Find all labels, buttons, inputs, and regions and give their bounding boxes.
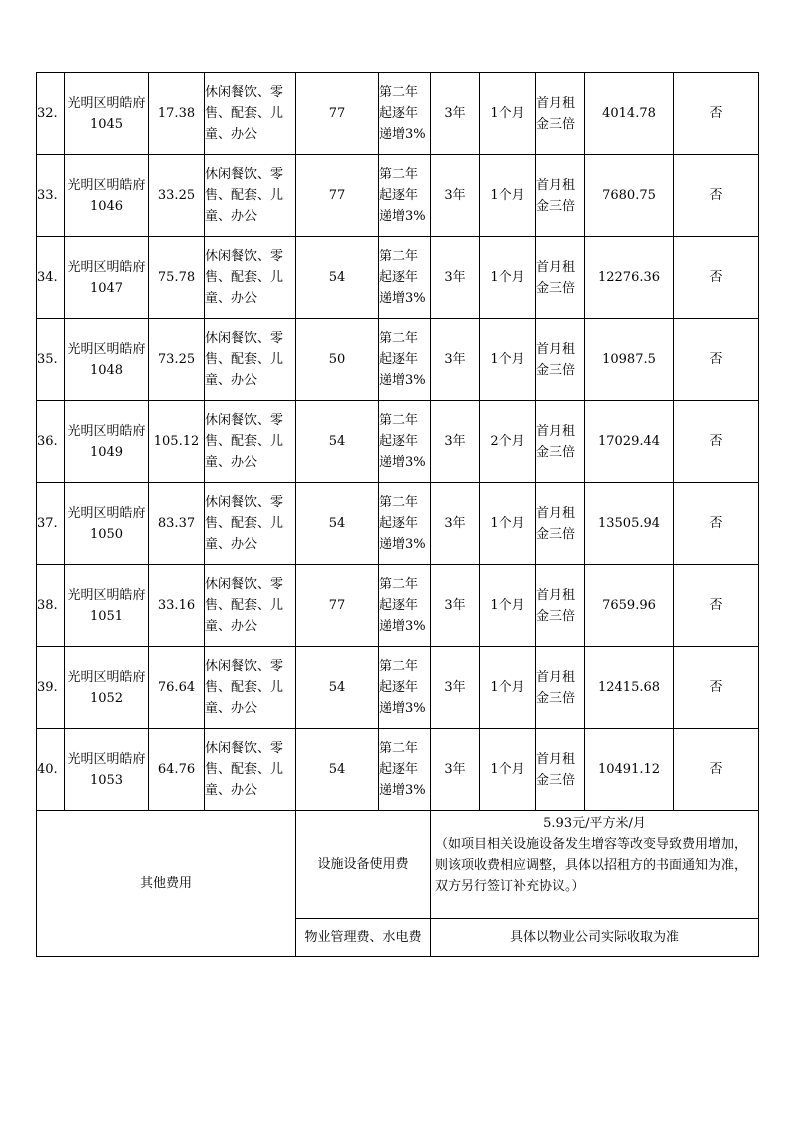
unit-name: 光明区明皓府1052 — [65, 647, 149, 729]
area-value: 64.76 — [149, 729, 205, 811]
lease-term: 3年 — [431, 401, 480, 483]
flag-value: 否 — [674, 155, 759, 237]
other-fees-label: 其他费用 — [37, 811, 296, 957]
deposit-terms: 首月租金三倍 — [536, 565, 585, 647]
lease-term: 3年 — [431, 565, 480, 647]
facility-fee-value: 5.93元/平方米/月 — [543, 816, 646, 831]
unit-name: 光明区明皓府1046 — [65, 155, 149, 237]
rent-increase: 第二年起逐年递增3% — [379, 319, 431, 401]
use-type: 休闲餐饮、零售、配套、儿童、办公 — [205, 565, 296, 647]
unit-price: 77 — [296, 565, 379, 647]
rent-free-period: 1个月 — [480, 647, 536, 729]
rent-free-period: 2个月 — [480, 401, 536, 483]
monthly-rent: 12276.36 — [585, 237, 674, 319]
rent-free-period: 1个月 — [480, 155, 536, 237]
area-value: 17.38 — [149, 73, 205, 155]
deposit-terms: 首月租金三倍 — [536, 319, 585, 401]
row-number: 39. — [37, 647, 65, 729]
rent-free-period: 1个月 — [480, 729, 536, 811]
deposit-terms: 首月租金三倍 — [536, 155, 585, 237]
lease-term: 3年 — [431, 729, 480, 811]
table-row — [37, 319, 759, 401]
rent-free-period: 1个月 — [480, 565, 536, 647]
deposit-terms: 首月租金三倍 — [536, 237, 585, 319]
use-type: 休闲餐饮、零售、配套、儿童、办公 — [205, 319, 296, 401]
rent-increase: 第二年起逐年递增3% — [379, 729, 431, 811]
area-value: 105.12 — [149, 401, 205, 483]
flag-value: 否 — [674, 647, 759, 729]
flag-value: 否 — [674, 565, 759, 647]
table-row — [37, 73, 759, 155]
rent-increase: 第二年起逐年递增3% — [379, 401, 431, 483]
flag-value: 否 — [674, 73, 759, 155]
use-type: 休闲餐饮、零售、配套、儿童、办公 — [205, 401, 296, 483]
rent-free-period: 1个月 — [480, 73, 536, 155]
table-row — [37, 155, 759, 237]
unit-price: 54 — [296, 401, 379, 483]
table-row — [37, 237, 759, 319]
row-number: 32. — [37, 73, 65, 155]
unit-name: 光明区明皓府1050 — [65, 483, 149, 565]
lease-term: 3年 — [431, 237, 480, 319]
table-row — [37, 565, 759, 647]
deposit-terms: 首月租金三倍 — [536, 647, 585, 729]
use-type: 休闲餐饮、零售、配套、儿童、办公 — [205, 483, 296, 565]
table-row — [37, 647, 759, 729]
row-number: 37. — [37, 483, 65, 565]
property-fee-value: 具体以物业公司实际收取为准 — [431, 919, 759, 957]
rent-free-period: 1个月 — [480, 319, 536, 401]
other-fees — [37, 811, 759, 957]
unit-name: 光明区明皓府1051 — [65, 565, 149, 647]
rent-increase: 第二年起逐年递增3% — [379, 73, 431, 155]
area-value: 75.78 — [149, 237, 205, 319]
unit-price: 54 — [296, 483, 379, 565]
deposit-terms: 首月租金三倍 — [536, 483, 585, 565]
deposit-terms: 首月租金三倍 — [536, 401, 585, 483]
area-value: 73.25 — [149, 319, 205, 401]
lease-term: 3年 — [431, 319, 480, 401]
lease-term: 3年 — [431, 73, 480, 155]
row-number: 38. — [37, 565, 65, 647]
table-row — [37, 401, 759, 483]
area-value: 83.37 — [149, 483, 205, 565]
monthly-rent: 4014.78 — [585, 73, 674, 155]
unit-price: 77 — [296, 155, 379, 237]
deposit-terms: 首月租金三倍 — [536, 73, 585, 155]
table-row — [37, 729, 759, 811]
rent-free-period: 1个月 — [480, 237, 536, 319]
rent-increase: 第二年起逐年递增3% — [379, 647, 431, 729]
flag-value: 否 — [674, 319, 759, 401]
lease-term: 3年 — [431, 483, 480, 565]
lease-term: 3年 — [431, 647, 480, 729]
deposit-terms: 首月租金三倍 — [536, 729, 585, 811]
monthly-rent: 12415.68 — [585, 647, 674, 729]
monthly-rent: 10491.12 — [585, 729, 674, 811]
use-type: 休闲餐饮、零售、配套、儿童、办公 — [205, 647, 296, 729]
flag-value: 否 — [674, 729, 759, 811]
table-row — [37, 483, 759, 565]
monthly-rent: 10987.5 — [585, 319, 674, 401]
monthly-rent: 7659.96 — [585, 565, 674, 647]
rent-increase: 第二年起逐年递增3% — [379, 155, 431, 237]
use-type: 休闲餐饮、零售、配套、儿童、办公 — [205, 73, 296, 155]
use-type: 休闲餐饮、零售、配套、儿童、办公 — [205, 729, 296, 811]
facility-fee-cell — [431, 811, 759, 919]
flag-value: 否 — [674, 237, 759, 319]
unit-price: 77 — [296, 73, 379, 155]
row-number: 40. — [37, 729, 65, 811]
unit-price: 54 — [296, 647, 379, 729]
unit-price: 50 — [296, 319, 379, 401]
rental-table — [36, 72, 759, 957]
area-value: 76.64 — [149, 647, 205, 729]
facility-fee-note: （如项目相关设施设备发生增容等改变导致费用增加，则该项收费相应调整，具体以招租方的书面通知为准，双方另行签订补充协议。） — [435, 837, 748, 894]
unit-name: 光明区明皓府1045 — [65, 73, 149, 155]
row-number: 36. — [37, 401, 65, 483]
unit-name: 光明区明皓府1053 — [65, 729, 149, 811]
table-body — [37, 73, 759, 811]
unit-name: 光明区明皓府1049 — [65, 401, 149, 483]
rent-increase: 第二年起逐年递增3% — [379, 483, 431, 565]
unit-name: 光明区明皓府1047 — [65, 237, 149, 319]
lease-term: 3年 — [431, 155, 480, 237]
row-number: 34. — [37, 237, 65, 319]
rent-free-period: 1个月 — [480, 483, 536, 565]
area-value: 33.25 — [149, 155, 205, 237]
area-value: 33.16 — [149, 565, 205, 647]
unit-price: 54 — [296, 237, 379, 319]
unit-price: 54 — [296, 729, 379, 811]
row-number: 35. — [37, 319, 65, 401]
use-type: 休闲餐饮、零售、配套、儿童、办公 — [205, 237, 296, 319]
property-fee-label: 物业管理费、水电费 — [296, 919, 431, 957]
monthly-rent: 13505.94 — [585, 483, 674, 565]
unit-name: 光明区明皓府1048 — [65, 319, 149, 401]
row-number: 33. — [37, 155, 65, 237]
facility-fee-label: 设施设备使用费 — [296, 811, 431, 919]
use-type: 休闲餐饮、零售、配套、儿童、办公 — [205, 155, 296, 237]
rent-increase: 第二年起逐年递增3% — [379, 565, 431, 647]
rent-increase: 第二年起逐年递增3% — [379, 237, 431, 319]
monthly-rent: 17029.44 — [585, 401, 674, 483]
flag-value: 否 — [674, 401, 759, 483]
monthly-rent: 7680.75 — [585, 155, 674, 237]
flag-value: 否 — [674, 483, 759, 565]
